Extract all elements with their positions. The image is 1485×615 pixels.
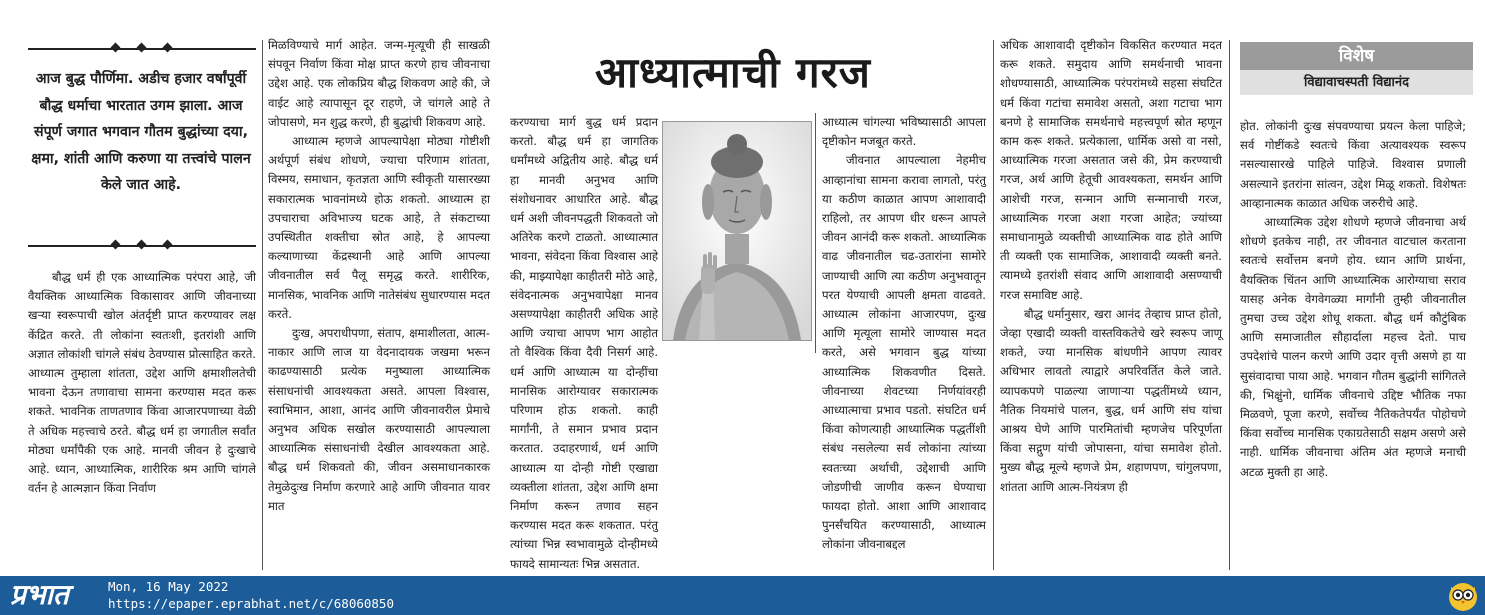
article-column-5 (1000, 36, 1222, 570)
col3-paragraph: करण्याचा मार्ग बुद्ध धर्म प्रदान करतो. बौद्ध धर्म हा जागतिक धर्मांमध्ये अद्वितीय आहे. बौद्ध धर्म हा मानवी अनुभव आणि संशोधनावर आधारित आहे. बौद्ध धर्म अशी जीवनपद्धती शिकवतो जो अतिरेक करणे टाळतो. आध्यात्मात भावना, संवेदना किंवा विश्वास आहे की, माझ्यापेक्षा काहीतरी मोठे आहे, संवेदनात्मक अनुभवापेक्षा मानव असण्यापेक्षा काहीतरी अधिक आहे आणि ज्याचा आपण भाग आहोत तो वैश्विक किंवा दैवी निसर्ग आहे. धर्म आणि आध्यात्म या दोन्हींचा मानसिक आरोग्यावर सकारात्मक परिणाम होऊ शकतो. काही मार्गांनी, ते समान प्रभाव प्रदान करतात. उदाहरणार्थ, धर्म आणि आध्यात्म या दोन्ही गोष्टी एखाद्या व्यक्तीला शांतता, उद्देश आणि क्षमा निर्माण करून तणाव सहन करण्यास मदत करू शकतात. परंतु त्यांच्या भिन्न स्वभावामुळे दोन्हीमध्ये फायदे सामान्यतः भिन्न असतात. (510, 115, 658, 571)
ornament-divider-top (28, 43, 256, 53)
column-tag-label: विशेष (1240, 42, 1473, 70)
article-column-3-bottom (510, 353, 750, 568)
column-rule (993, 40, 994, 570)
col1-paragraph: बौद्ध धर्म ही एक आध्यात्मिक परंपरा आहे, जी वैयक्तिक आध्यात्मिक विकासावर आणि जीवनाच्या खऱ्या स्वरूपाची खोल अंतर्दृष्टी प्राप्त करण्यावर लक्ष केंद्रित करते. ती लोकांना स्वतःशी, इतरांशी आणि अज्ञात लोकांशी चांगले संबंध ठेवण्यास प्रोत्साहित करते. आध्यात्म तुम्हाला शांतता, उद्देश आणि क्षमाशीलतेची भावना देऊन तणावाचा सामना करण्यास मदत करू शकते. भावनिक ताणतणाव किंवा आजारपणाच्या वेळी ते अधिक महत्त्वाचे ठरते. बौद्ध धर्म हा जगातील सर्वांत मोठ्या धर्मांपैकी एक आहे. मानवी जीवन हे दुःखाचे आहे. ध्यान, आध्यात्मिक, शारीरिक श्रम आणि चांगले वर्तन हे आत्मज्ञान किंवा निर्वाण (28, 270, 256, 496)
owl-icon[interactable] (1447, 579, 1479, 612)
column-tag-author: विद्यावाचस्पती विद्यानंद (1240, 70, 1473, 95)
col5-paragraph: बौद्ध धर्मानुसार, खरा आनंद तेव्हाच प्राप्त होतो, जेव्हा एखादी व्यक्ती वास्तविकतेचे खरे स्वरूप जाणू शकते, ज्या मानसिक बांधणीने आपण त्यावर अधिभार लावतो त्याद्वारे अपरिवर्तित केले जाते. व्यापकपणे पाळल्या जाणाऱ्या पद्धतींमध्ये ध्यान, नैतिक नियमांचे पालन, बुद्ध, धर्म आणि संघ यांचा आश्रय घेणे आणि पारमितांची म्हणजेच परिपूर्णता किंवा सद्गुण यांची जोपासना, यांचा समावेश होतो. मुख्य बौद्ध मूल्ये म्हणजे प्रेम, शहाणपण, चांगुलपणा, शांतता आणि आत्म-नियंत्रण ही (1000, 306, 1222, 494)
publisher-logo[interactable]: प्रभात (10, 578, 69, 611)
article-column-6 (1240, 117, 1466, 569)
buddha-illustration (663, 122, 811, 340)
epaper-footer (0, 576, 1485, 615)
col5-paragraph: अधिक आशावादी दृष्टीकोन विकसित करण्यात मदत करू शकते. समुदाय आणि समर्थनाची भावना शोधण्यासाठी, आध्यात्मिक परंपरांमध्ये सहसा संघटित धर्म किंवा गटांचा समावेश असतो, अशा गटाचा भाग बनणे हे सामाजिक समर्थनाचे महत्त्वपूर्ण स्रोत म्हणून काम करू शकते. प्रत्येकाला, धार्मिक असो वा नसो, आध्यात्मिक गरजा असतात जसे की, प्रेम करण्याची गरज, अर्थ आणि हेतूची आवश्यकता, समर्थन आणि आशेची गरज, सन्मान आणि सन्मानाची गरज, आध्यात्मिक गरजा अशा गरजा आहेत; ज्यांच्या समाधानामुळे व्यक्तीची आध्यात्मिक वाढ होते आणि ती व्यक्ती एक सामाजिक, आशावादी व्यक्ती बनते. त्यामध्ये इतरांशी संवाद आणि आशावादी असण्याची गरज समाविष्ट आहे. (1000, 38, 1222, 302)
col2-paragraph: मिळविण्याचे मार्ग आहेत. जन्म-मृत्यूची ही साखळी संपवून निर्वाण किंवा मोक्ष प्राप्त करणे हाच जीवनाचा उद्देश आहे. एक लोकप्रिय बौद्ध शिकवण आहे की, जे वाईट आहे त्यापासून दूर राहणे, जे चांगले आहे ते जोपासणे, मन शुद्ध करणे, ही बुद्धांची शिकवण आहे. (268, 38, 490, 129)
column-tag (1240, 42, 1473, 95)
col2-paragraph: दुःख, अपराधीपणा, संताप, क्षमाशीलता, आत्म-नाकार आणि लाज या वेदनादायक जखमा भरून काढण्यासाठी प्रत्येक मनुष्याला आध्यात्मिक संसाधनांची आवश्यकता असते. आपला विश्वास, स्वाभिमान, आशा, आनंद आणि जीवनावरील प्रेमाचे अनुभव अधिक सखोल करण्यासाठी आपल्याला आध्यात्मिक संसाधनांची देखील आवश्यकता आहे. बौद्ध धर्म शिकवतो की, जीवन असमाधानकारक तेमुळेदुःख निर्माण करणारे आहे आणि जीवनात यावर मात (268, 326, 490, 513)
edition-date: Mon, 16 May 2022 (108, 579, 229, 594)
article-column-4 (822, 113, 986, 568)
col4-paragraph: आध्यात्म चांगल्या भविष्यासाठी आपला दृष्टीकोन मजबूत करते. (822, 115, 986, 149)
ornament-divider-bottom (28, 240, 256, 250)
column-rule (815, 113, 816, 353)
col4-paragraph: जीवनात आपल्याला नेहमीच आव्हानांचा सामना करावा लागतो, परंतु या कठीण काळात आपण आशावादी राहिलो, तर आपण धीर धरून आपले जीवन आनंदी करू शकतो. आध्यात्मिक वाढ जीवनातील चढ-उतारांना सामोरे जाण्याची आणि त्या कठीण अनुभवातून परत येण्याची आपली क्षमता वाढवते. आध्यात्म लोकांना आजारपण, दुःख आणि मृत्यूला सामोरे जाण्यास मदत करते, असे भगवान बुद्ध यांच्या आध्यात्मिक शिकवणीत दिसते. जीवनाच्या शेवटच्या निर्णयांवरही आध्यात्माचा प्रभाव पडतो. संघटित धर्म किंवा कोणत्याही आध्यात्मिक पद्धतींशी संबंध नसलेल्या सर्व लोकांना त्यांच्या स्वतःच्या अर्थाची, उद्देशाची आणि जोडणीची जाणीव करून घेण्याचा फायदा होतो. आशा आणि आशावाद पुनर्संचयित करण्यासाठी, आध्यात्म लोकांना जीवनाबद्दल (822, 153, 986, 552)
article-column-1 (28, 268, 256, 568)
buddha-photo (662, 121, 812, 341)
article-column-2 (268, 36, 490, 570)
column-rule (262, 40, 263, 570)
headline: आध्यात्माची गरज (595, 48, 871, 97)
article-column-3 (510, 113, 658, 571)
column-rule (1229, 40, 1230, 570)
col2-paragraph: आध्यात्म म्हणजे आपल्यापेक्षा मोठ्या गोष्टीशी अर्थपूर्ण संबंध शोधणे, ज्याचा परिणाम शांतता, विस्मय, समाधान, कृतज्ञता आणि स्वीकृती यासारख्या सकारात्मक भावनांमध्ये होऊ शकतो. आध्यात्म हा उपचाराचा अविभाज्य घटक आहे, ते संकटाच्या उपस्थितीत शक्तीचा स्रोत आहे, हे आपल्या कल्याणाच्या केंद्रस्थानी आहे आणि आपल्या जीवनातील सर्व पैलू समृद्ध करते. शारीरिक, मानसिक, भावनिक आणि नातेसंबंध सुधारण्यास मदत करते. (268, 134, 490, 321)
col6-paragraph: होत. लोकांनी दुःख संपवण्याचा प्रयत्न केला पाहिजे; सर्व गोष्टींकडे स्वतःचे किंवा अत्यावश्यक स्वरूप नसल्यासारखे पाहिले पाहिजे. विश्वास प्रणाली असल्याने इतरांना सांत्वन, उद्देश मिळू शकतो. विशेषतः आव्हानात्मक काळात अधिक जरुरीचे आहे. (1240, 119, 1466, 210)
clip-url[interactable]: https://epaper.eprabhat.net/c/68060850 (108, 596, 394, 611)
lead-paragraph: आज बुद्ध पौर्णिमा. अडीच हजार वर्षांपूर्वी बौद्ध धर्माचा भारतात उगम झाला. आज संपूर्ण जगात भगवान गौतम बुद्धांच्या दया, क्षमा, शांती आणि करुणा या तत्त्वांचे पालन केले जात आहे. (31, 71, 251, 193)
col6-paragraph: आध्यात्मिक उद्देश शोधणे म्हणजे जीवनाचा अर्थ शोधणे इतकेच नाही, तर जीवनात वाटचाल करताना स्वतःचे सर्वोत्तम बनणे होय. ध्यान आणि प्रार्थना, वैयक्तिक चिंतन आणि आध्यात्मिक आरोग्याचा सराव यासह अनेक वेगवेगळ्या मार्गांनी तुम्ही जीवनातील तुमचा उच्च उद्देश शोधू शकता. बौद्ध धर्म कौटुंबिक आणि समाजातील सौहार्दाला महत्त्व देतो. पाच उपदेशांचे पालन करणे आणि उदार वृत्ती असणे हा या सुसंवादाचा पाया आहे. भगवान गौतम बुद्धांनी सांगितले की, भिक्षुंनो, धार्मिक जीवनाचे उद्दिष्ट भौतिक नफा मिळवणे, पूजा करणे, सर्वोच्च नैतिकतेपर्यंत पोहोचणे किंवा सर्वोच्च मानसिक एकाग्रतेसाठी सक्षम असणे असे नाही. धार्मिक जीवनाचा अंतिम अंत म्हणजे मनाची अटळ मुक्ती हा आहे. (1240, 215, 1466, 479)
